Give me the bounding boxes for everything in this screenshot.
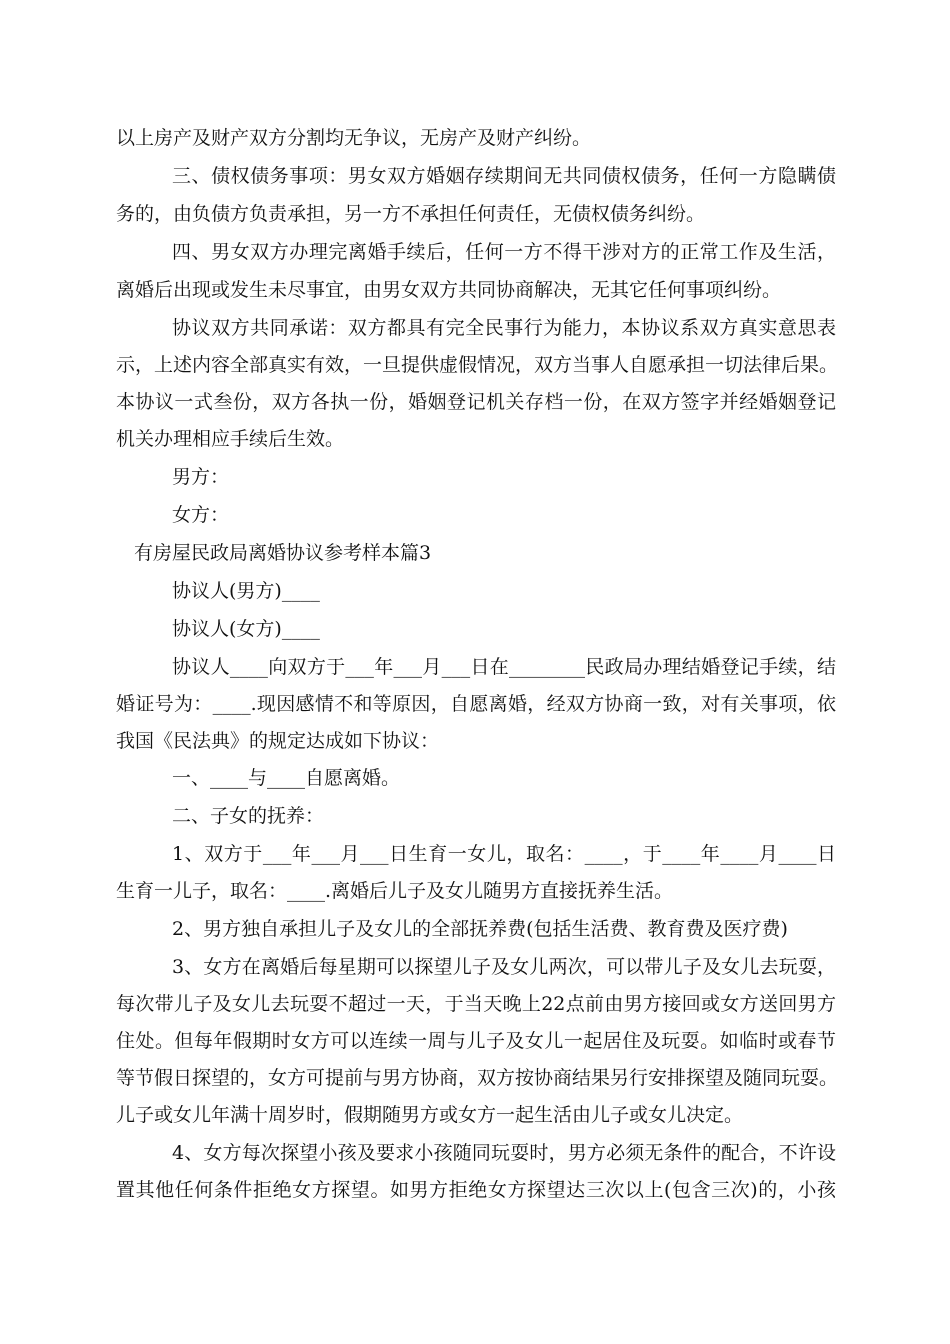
paragraph-line: 协议人____向双方于___年___月___日在________民政局办理结婚登记手续，结 — [172, 656, 836, 678]
party-male-line: 协议人(男方)____ — [172, 580, 320, 602]
paragraph-line: 示，上述内容全部真实有效，一旦提供虚假情况，双方当事人自愿承担一切法律后果。 — [116, 354, 839, 376]
paragraph-line: 生育一儿子，取名：____.离婚后儿子及女儿随男方直接抚养生活。 — [116, 880, 674, 902]
paragraph-line: 等节假日探望的，女方可提前与男方协商，双方按协商结果另行安排探望及随同玩耍。 — [116, 1067, 839, 1089]
paragraph-line: 婚证号为：____.现因感情不和等原因，自愿离婚，经双方协商一致，对有关事项，依 — [116, 693, 836, 715]
paragraph-line: 3、女方在离婚后每星期可以探望儿子及女儿两次，可以带儿子及女儿去玩耍， — [172, 956, 836, 978]
paragraph-line: 以上房产及财产双方分割均无争议，无房产及财产纠纷。 — [116, 127, 592, 149]
section-title: 有房屋民政局离婚协议参考样本篇3 — [134, 542, 432, 564]
paragraph-line: 儿子或女儿年满十周岁时，假期随男方或女方一起生活由儿子或女儿决定。 — [116, 1104, 744, 1126]
clause-line: 一、____与____自愿离婚。 — [172, 767, 401, 789]
paragraph-line: 本协议一式叁份，双方各执一份，婚姻登记机关存档一份，在双方签字并经婚姻登记 — [116, 391, 836, 413]
paragraph-line: 机关办理相应手续后生效。 — [116, 428, 345, 450]
paragraph-line: 2、男方独自承担儿子及女儿的全部抚养费(包括生活费、教育费及医疗费) — [172, 918, 788, 940]
paragraph-line: 每次带儿子及女儿去玩耍不超过一天，于当天晚上22点前由男方接回或女方送回男方 — [116, 993, 836, 1015]
paragraph-line: 我国《民法典》的规定达成如下协议： — [116, 730, 440, 752]
paragraph-line: 务的，由负债方负责承担，另一方不承担任何责任，无债权债务纠纷。 — [116, 203, 706, 225]
party-female-line: 协议人(女方)____ — [172, 618, 320, 640]
clause-heading: 二、子女的抚养： — [172, 805, 325, 827]
paragraph-line: 离婚后出现或发生未尽事宜，由男女双方共同协商解决，无其它任何事项纠纷。 — [116, 279, 782, 301]
paragraph-line: 四、男女双方办理完离婚手续后，任何一方不得干涉对方的正常工作及生活， — [172, 241, 836, 263]
paragraph-line: 协议双方共同承诺：双方都具有完全民事行为能力，本协议系双方真实意思表 — [172, 317, 836, 339]
paragraph-line: 置其他任何条件拒绝女方探望。如男方拒绝女方探望达三次以上(包含三次)的，小孩 — [116, 1179, 836, 1201]
paragraph-line: 1、双方于___年___月___日生育一女儿，取名：____，于____年____月____日 — [172, 843, 836, 865]
paragraph-line: 三、债权债务事项：男女双方婚姻存续期间无共同债权债务，任何一方隐瞒债 — [172, 165, 836, 187]
signature-male-label: 男方： — [172, 466, 230, 488]
paragraph-line: 4、女方每次探望小孩及要求小孩随同玩耍时，男方必须无条件的配合，不许设 — [172, 1142, 836, 1164]
signature-female-label: 女方： — [172, 504, 230, 526]
paragraph-line: 住处。但每年假期时女方可以连续一周与儿子及女儿一起居住及玩耍。如临时或春节 — [116, 1030, 836, 1052]
